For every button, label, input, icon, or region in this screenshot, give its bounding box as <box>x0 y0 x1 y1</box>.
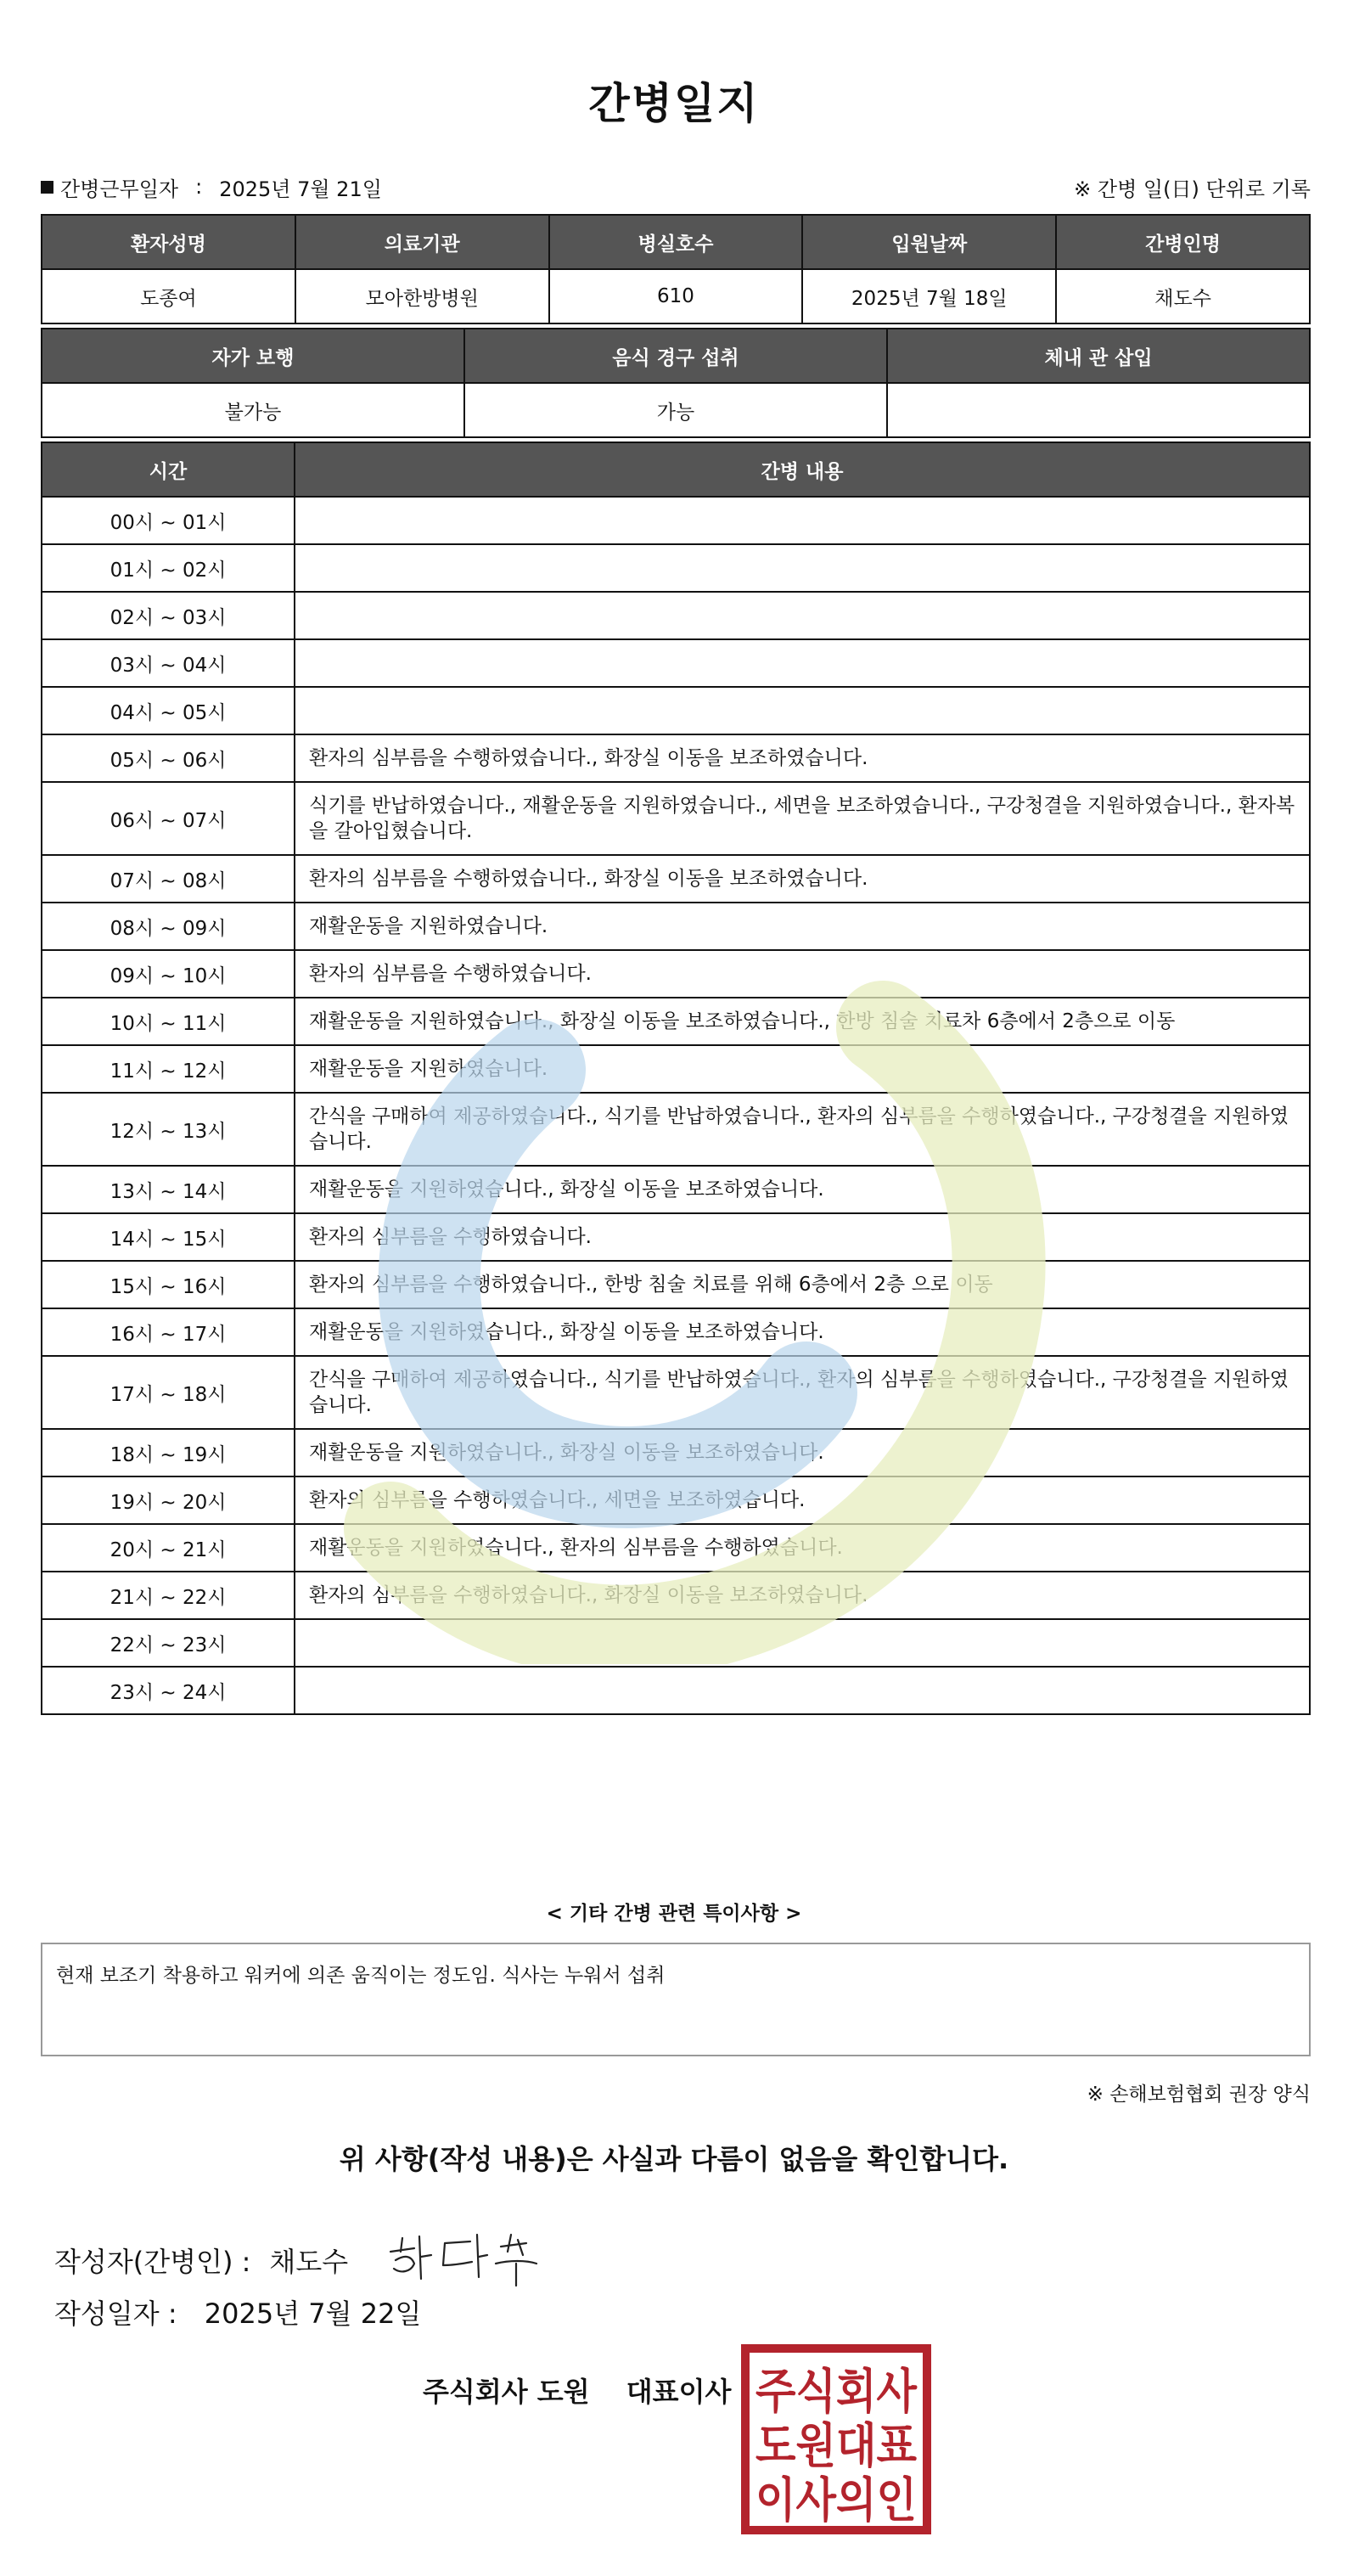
recommended-form-note: ※ 손해보험협회 권장 양식 <box>1087 2084 1311 2106</box>
care-log-time: 06시 ~ 07시 <box>42 782 295 855</box>
care-log-time: 15시 ~ 16시 <box>42 1261 295 1308</box>
care-log-time: 22시 ~ 23시 <box>42 1619 295 1667</box>
header-care-content: 간병 내용 <box>295 442 1310 497</box>
care-log-row <box>42 1667 1310 1714</box>
care-log-row <box>42 1619 1310 1667</box>
header-tube-insertion: 체내 관 삽입 <box>887 329 1310 383</box>
header-patient-name: 환자성명 <box>42 215 295 269</box>
care-log-row <box>42 1524 1310 1572</box>
care-log-body <box>42 497 1310 1714</box>
care-log-time: 19시 ~ 20시 <box>42 1476 295 1524</box>
care-log-time: 03시 ~ 04시 <box>42 639 295 687</box>
care-log-row <box>42 1093 1310 1166</box>
tube-insertion-value <box>887 383 1310 437</box>
care-log-row <box>42 687 1310 734</box>
care-log-content: 환자의 심부름을 수행하였습니다., 세면을 보조하였습니다. <box>295 1476 1310 1524</box>
care-log-row <box>42 1213 1310 1261</box>
room-number: 610 <box>549 269 803 323</box>
care-log-row <box>42 1429 1310 1476</box>
care-log-time: 10시 ~ 11시 <box>42 998 295 1045</box>
header-admission-date: 입원날짜 <box>802 215 1056 269</box>
patient-status-value-row <box>42 383 1310 437</box>
care-log-time: 17시 ~ 18시 <box>42 1356 295 1429</box>
remarks-text: 현재 보조기 착용하고 워커에 의존 움직이는 정도임. 식사는 누워서 섭취 <box>56 1965 666 1987</box>
confirmation-statement: 위 사항(작성 내용)은 사실과 다름이 없음을 확인합니다. <box>339 2143 1009 2175</box>
care-log-time: 14시 ~ 15시 <box>42 1213 295 1261</box>
care-log-time: 13시 ~ 14시 <box>42 1166 295 1213</box>
company-name: 주식회사 도원 <box>423 2376 590 2408</box>
company-role: 대표이사 <box>626 2376 732 2408</box>
care-log-content: 간식을 구매하여 제공하였습니다., 식기를 반납하였습니다., 환자의 심부름을 수행하였습니다., 구강청결을 지원하였습니다. <box>295 1093 1310 1166</box>
work-date-separator: : <box>195 175 203 199</box>
care-log-row <box>42 639 1310 687</box>
care-log-content: 환자의 심부름을 수행하였습니다., 화장실 이동을 보조하였습니다. <box>295 1572 1310 1619</box>
work-date <box>41 172 382 202</box>
patient-info-value-row <box>42 269 1310 323</box>
care-log-content: 환자의 심부름을 수행하였습니다., 화장실 이동을 보조하였습니다. <box>295 734 1310 782</box>
care-log-time: 18시 ~ 19시 <box>42 1429 295 1476</box>
remarks-title: < 기타 간병 관련 특이사항 > <box>546 1903 802 1925</box>
handwritten-signature <box>382 2226 543 2294</box>
header-time: 시간 <box>42 442 295 497</box>
caregiver-name: 채도수 <box>1056 269 1310 323</box>
care-log-row <box>42 1356 1310 1429</box>
care-log-row <box>42 1166 1310 1213</box>
patient-info-header-row <box>42 215 1310 269</box>
care-log-content <box>295 544 1310 592</box>
hospital-name: 모아한방병원 <box>295 269 549 323</box>
care-log-content: 환자의 심부름을 수행하였습니다., 화장실 이동을 보조하였습니다. <box>295 855 1310 903</box>
care-log-content <box>295 592 1310 639</box>
written-date-line <box>54 2292 421 2331</box>
care-log-content: 환자의 심부름을 수행하였습니다. <box>295 1213 1310 1261</box>
care-log-time: 07시 ~ 08시 <box>42 855 295 903</box>
care-log-row <box>42 1261 1310 1308</box>
care-log-time: 02시 ~ 03시 <box>42 592 295 639</box>
patient-status-header-row <box>42 329 1310 383</box>
header-caregiver-name: 간병인명 <box>1056 215 1310 269</box>
care-log-row <box>42 544 1310 592</box>
self-walking-value: 불가능 <box>42 383 464 437</box>
care-log-content: 재활운동을 지원하였습니다., 화장실 이동을 보조하였습니다. <box>295 1166 1310 1213</box>
care-log-row <box>42 497 1310 544</box>
company-signature-line <box>423 2371 731 2410</box>
care-log-content <box>295 1619 1310 1667</box>
care-log-time: 23시 ~ 24시 <box>42 1667 295 1714</box>
meta-row <box>41 170 1311 204</box>
care-log-row <box>42 903 1310 950</box>
care-log-time: 09시 ~ 10시 <box>42 950 295 998</box>
care-log-content <box>295 639 1310 687</box>
seal-line-1: 주식회사 <box>755 2365 918 2420</box>
patient-info-table <box>41 214 1311 324</box>
author-label: 작성자(간병인) : <box>54 2246 251 2278</box>
care-log-time: 16시 ~ 17시 <box>42 1308 295 1356</box>
care-log-row <box>42 1572 1310 1619</box>
care-log-content: 재활운동을 지원하였습니다., 환자의 심부름을 수행하였습니다. <box>295 1524 1310 1572</box>
remarks-box <box>41 1943 1311 2056</box>
care-log-content <box>295 687 1310 734</box>
care-log-content: 간식을 구매하여 제공하였습니다., 식기를 반납하였습니다., 환자의 심부름을 수행하였습니다., 구강청결을 지원하였습니다. <box>295 1356 1310 1429</box>
seal-line-3: 이사의인 <box>755 2473 917 2528</box>
care-log-table <box>41 442 1311 1715</box>
work-date-value: 2025년 7월 21일 <box>219 177 382 201</box>
patient-status-table <box>41 328 1311 438</box>
header-hospital: 의료기관 <box>295 215 549 269</box>
care-log-row <box>42 592 1310 639</box>
care-log-row <box>42 1308 1310 1356</box>
care-log-content: 재활운동을 지원하였습니다. <box>295 1045 1310 1093</box>
care-log-time: 20시 ~ 21시 <box>42 1524 295 1572</box>
written-date-label: 작성일자 : <box>54 2298 177 2330</box>
care-log-row <box>42 1045 1310 1093</box>
care-log-time: 01시 ~ 02시 <box>42 544 295 592</box>
author-name: 채도수 <box>269 2246 349 2278</box>
care-log-row <box>42 855 1310 903</box>
company-seal-stamp <box>740 2343 932 2535</box>
care-log-content: 재활운동을 지원하였습니다., 화장실 이동을 보조하였습니다. <box>295 1429 1310 1476</box>
care-log-row <box>42 782 1310 855</box>
care-log-time: 21시 ~ 22시 <box>42 1572 295 1619</box>
daily-record-note: ※ 간병 일(日) 단위로 기록 <box>1074 177 1311 201</box>
care-log-content <box>295 1667 1310 1714</box>
header-room-number: 병실호수 <box>549 215 803 269</box>
care-log-row <box>42 1476 1310 1524</box>
care-log-row <box>42 950 1310 998</box>
care-log-content: 환자의 심부름을 수행하였습니다. <box>295 950 1310 998</box>
square-bullet-icon <box>41 181 53 194</box>
header-oral-intake: 음식 경구 섭취 <box>464 329 887 383</box>
page-title: 간병일지 <box>588 79 760 128</box>
care-log-time: 04시 ~ 05시 <box>42 687 295 734</box>
care-log-row <box>42 998 1310 1045</box>
seal-line-2: 도원대표 <box>755 2419 917 2474</box>
oral-intake-value: 가능 <box>464 383 887 437</box>
author-line <box>54 2226 543 2294</box>
care-log-time: 05시 ~ 06시 <box>42 734 295 782</box>
written-date-value: 2025년 7월 22일 <box>204 2298 422 2330</box>
care-log-time: 11시 ~ 12시 <box>42 1045 295 1093</box>
care-log-content: 재활운동을 지원하였습니다., 화장실 이동을 보조하였습니다., 한방 침술 치료차 6층에서 2층으로 이동 <box>295 998 1310 1045</box>
care-log-content: 재활운동을 지원하였습니다. <box>295 903 1310 950</box>
care-log-time: 12시 ~ 13시 <box>42 1093 295 1166</box>
care-log-header-row <box>42 442 1310 497</box>
care-log-content <box>295 497 1310 544</box>
care-log-content: 재활운동을 지원하였습니다., 화장실 이동을 보조하였습니다. <box>295 1308 1310 1356</box>
care-log-content: 환자의 심부름을 수행하였습니다., 한방 침술 치료를 위해 6층에서 2층 으로 이동 <box>295 1261 1310 1308</box>
care-log-content: 식기를 반납하였습니다., 재활운동을 지원하였습니다., 세면을 보조하였습니다., 구강청결을 지원하였습니다., 환자복을 갈아입혔습니다. <box>295 782 1310 855</box>
care-log-time: 00시 ~ 01시 <box>42 497 295 544</box>
care-log-row <box>42 734 1310 782</box>
admission-date: 2025년 7월 18일 <box>802 269 1056 323</box>
patient-name: 도종여 <box>42 269 295 323</box>
work-date-label: 간병근무일자 <box>60 177 179 201</box>
header-self-walking: 자가 보행 <box>42 329 464 383</box>
care-log-time: 08시 ~ 09시 <box>42 903 295 950</box>
